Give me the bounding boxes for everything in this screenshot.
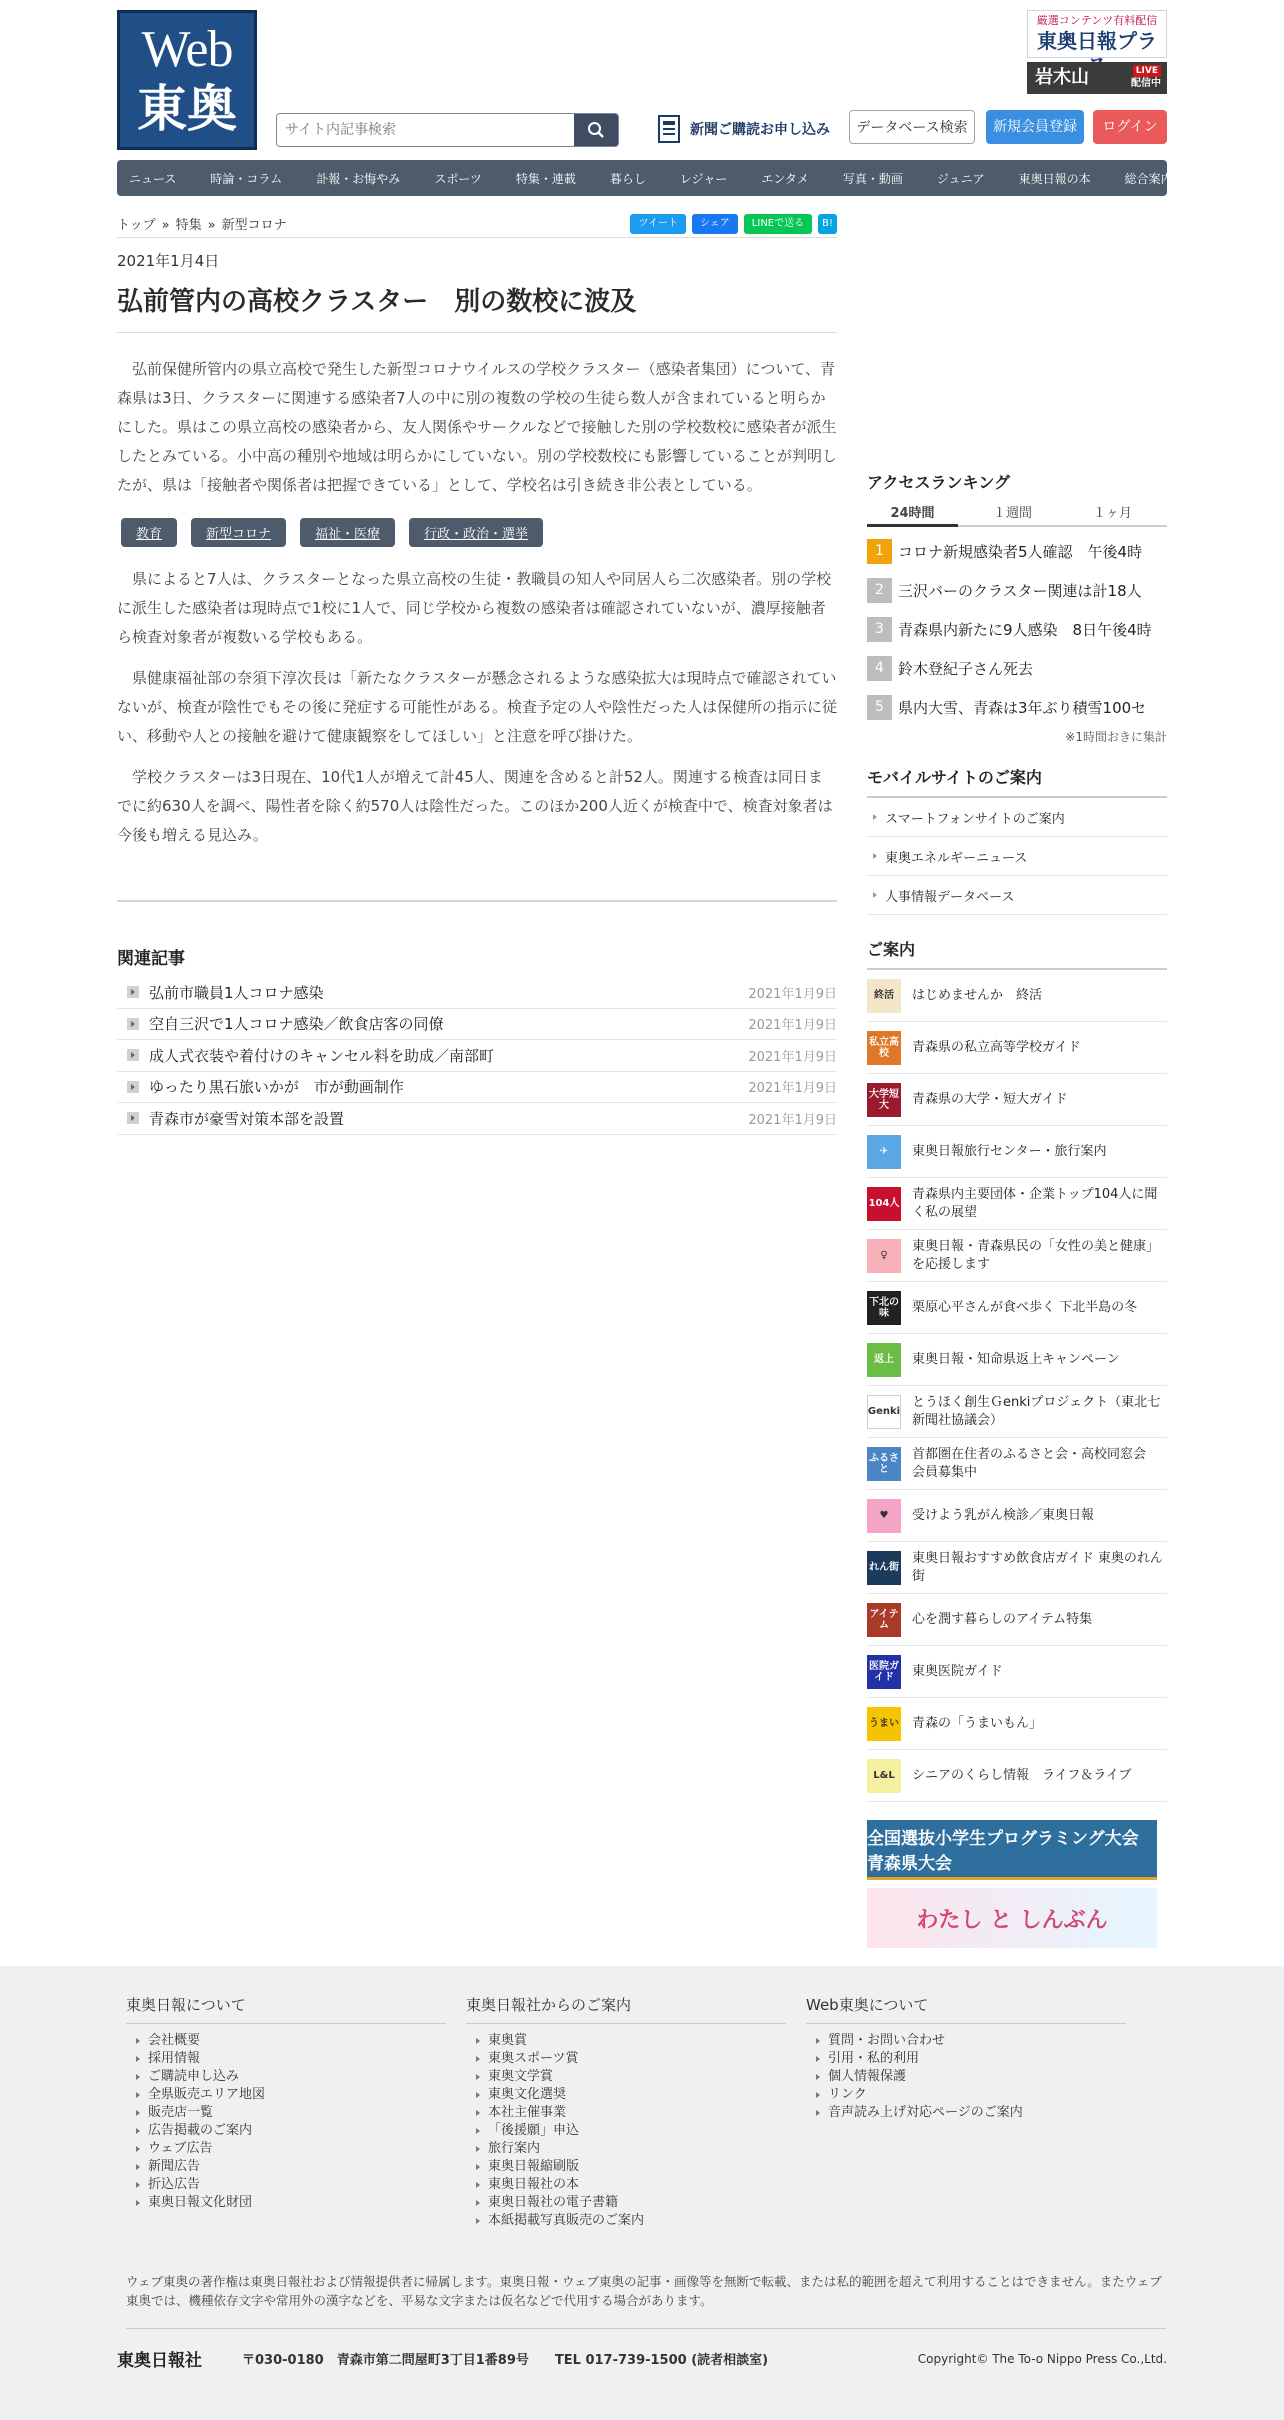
guide-title: 栗原心平さんが食べ歩く 下北半島の冬 — [912, 1299, 1138, 1315]
copyright-note: ウェブ東奥の著作権は東奥日報社および情報提供者に帰属します。東奥日報・ウェブ東奥の記事・画像等を無断で転載、または私的範囲を超えて利用することはできません。またウェブ東奥では、機種依存文字や常用外の漢字などを、平易な文字または仮名などで代用する場合があります。 — [126, 2272, 1166, 2329]
facebook-share-button[interactable]: シェア — [692, 214, 738, 234]
guide-title: 青森県の大学・短大ガイド — [912, 1091, 1068, 1107]
guide-item[interactable] — [867, 1386, 1167, 1438]
guide-item[interactable] — [867, 1438, 1167, 1490]
footer-links — [466, 2032, 786, 2230]
guide-item[interactable] — [867, 1490, 1167, 1542]
guide-thumbnail-icon: Genki — [867, 1395, 901, 1429]
footer-link[interactable]: 販売店一覧 — [126, 2104, 446, 2122]
programming-contest-banner[interactable]: 全国選抜小学生プログラミング大会 青森県大会 — [867, 1820, 1157, 1880]
guide-item[interactable] — [867, 1334, 1167, 1386]
breadcrumb — [117, 210, 837, 238]
global-nav — [117, 160, 1173, 196]
guide-item[interactable] — [867, 1022, 1167, 1074]
rank-number: 3 — [867, 617, 892, 642]
footer-col-web — [806, 1994, 1126, 2122]
footer-link[interactable]: 広告掲載のご案内 — [126, 2122, 446, 2140]
guide-thumbnail-icon: 医院ガイド — [867, 1655, 901, 1689]
nav-item[interactable]: 訃報・お悔やみ — [316, 171, 401, 186]
guide-item[interactable] — [867, 970, 1167, 1022]
guide-title: 首都圏在住者のふるさと会・高校同窓会 会員募集中 — [912, 1446, 1160, 1480]
footer-link[interactable]: 東奥スポーツ賞 — [466, 2050, 786, 2068]
related-date: 2021年1月9日 — [748, 1049, 837, 1065]
rank-number: 4 — [867, 656, 892, 681]
nav-item[interactable]: 時論・コラム — [210, 171, 283, 186]
arrow-icon — [127, 986, 139, 998]
nav-item[interactable]: 暮らし — [609, 171, 646, 186]
search-input[interactable] — [277, 114, 574, 146]
footer-link[interactable]: 本紙掲載写真販売のご案内 — [466, 2212, 786, 2230]
rank-title: 三沢バーのクラスター関連は計18人 — [898, 581, 1142, 600]
article-paragraph: 学校クラスターは3日現在、10代1人が増えて計45人、関連を含めると計52人。関連する検査は同日までに約630人を調べ、陽性者を除く約570人は陰性だった。このほか200人近くが検査中で、検査対象者は今後も増える見込み。 — [117, 768, 833, 844]
site-logo[interactable] — [117, 10, 257, 150]
logo-line2: 東奥 — [137, 79, 237, 138]
nav-item[interactable]: 総合案内 — [1124, 171, 1173, 186]
ranking-tabs — [867, 501, 1167, 527]
guide-item[interactable] — [867, 1750, 1167, 1802]
arrow-icon — [127, 1049, 139, 1061]
guide-title: 青森県内主要団体・企業トップ104人に聞く私の展望 — [912, 1186, 1158, 1220]
mobile-link[interactable]: 人事情報データベース — [867, 876, 1167, 915]
guide-thumbnail-icon: ✈ — [867, 1135, 901, 1169]
related-item[interactable] — [117, 977, 837, 1009]
footer-link[interactable]: 音声読み上げ対応ページのご案内 — [806, 2104, 1126, 2122]
toonippo-plus-banner[interactable] — [1027, 10, 1167, 58]
ranking-item[interactable] — [867, 615, 1167, 643]
footer-links — [806, 2032, 1126, 2122]
footer-links — [126, 2032, 446, 2212]
article-lead: 弘前保健所管内の県立高校で発生した新型コロナウイルスの学校クラスター（感染者集団）について、青森県は3日、クラスターに関連する感染者7人の中に別の複数の学校の生徒ら数人が含まれていると明らかにした。県はこの県立高校の感染者から、友人関係やサークルなどで接触した別の学校数校に感染者が派生したとみている。小中高の種別や地域は明らかにしていない。別の学校数校にも影響していることが判明したが、県は「接触者や関係者は把握できている」として、学校名は引き続き非公表としている。 — [117, 360, 838, 494]
footer-link[interactable]: 個人情報保護 — [806, 2068, 1126, 2086]
subscribe-link[interactable] — [658, 112, 830, 146]
newspaper-icon — [658, 115, 680, 143]
nav-item[interactable]: スポーツ — [434, 171, 482, 186]
mobile-link[interactable]: スマートフォンサイトのご案内 — [867, 798, 1167, 837]
guide-item[interactable] — [867, 1282, 1167, 1334]
guide-thumbnail-icon: 私立高校 — [867, 1031, 901, 1065]
live-title: 岩木山 — [1035, 67, 1089, 88]
guide-thumbnail-icon: うまい — [867, 1707, 901, 1741]
article-date: 2021年1月4日 — [117, 252, 220, 270]
watashi-to-shinbun-banner[interactable]: わたし と しんぶん — [867, 1888, 1157, 1948]
sidebar — [867, 470, 1167, 1948]
related-title: 青森市が豪雪対策本部を設置 — [149, 1109, 345, 1128]
guide-thumbnail-icon: 104人 — [867, 1187, 901, 1221]
live-sub: 配信中 — [1131, 78, 1161, 89]
guide-item[interactable] — [867, 1074, 1167, 1126]
company-address: 〒030-0180 青森市第二問屋町3丁目1番89号 TEL 017-739-1500 (読者相談室) — [242, 2353, 769, 2368]
breadcrumb-feature[interactable]: 特集 — [175, 218, 202, 233]
article-paragraph: 県によると7人は、クラスターとなった県立高校の生徒・教職員の知人や同居人ら二次感染者。別の学校に派生した感染者は現時点で1校に1人で、同じ学校から複数の感染者は確認されていないが、濃厚接触者ら検査対象者が複数いる学校もある。 — [117, 570, 832, 646]
guide-thumbnail-icon: 下北の味 — [867, 1291, 901, 1325]
guide-title: 受けよう乳がん検診／東奥日報 — [912, 1507, 1095, 1523]
login-button[interactable]: ログイン — [1093, 110, 1167, 144]
guide-thumbnail-icon: ♥ — [867, 1499, 901, 1533]
rank-number: 1 — [867, 539, 892, 564]
nav-item[interactable]: 写真・動画 — [842, 171, 903, 186]
related-title: ゆったり黒石旅いかが 市が動画制作 — [149, 1078, 404, 1097]
footer-heading: 東奥日報社からのご案内 — [466, 1994, 786, 2024]
nav-item[interactable]: ニュース — [129, 171, 177, 186]
company-name: 東奥日報社 — [117, 2351, 202, 2371]
hatena-bookmark-button[interactable]: B! — [818, 214, 837, 234]
divider — [117, 900, 837, 902]
tab-24h[interactable]: 24時間 — [867, 501, 958, 527]
article-tags — [121, 518, 837, 547]
footer-link[interactable]: 新聞広告 — [126, 2158, 446, 2176]
copyright: Copyright© The To-o Nippo Press Co.,Ltd. — [917, 2351, 1167, 2366]
guide-item[interactable] — [867, 1126, 1167, 1178]
guide-title: はじめませんか 終活 — [912, 987, 1043, 1003]
related-date: 2021年1月9日 — [748, 986, 837, 1002]
guide-item[interactable] — [867, 1698, 1167, 1750]
footer-link[interactable]: 引用・私的利用 — [806, 2050, 1126, 2068]
ranking-item[interactable] — [867, 576, 1167, 604]
related-item[interactable] — [117, 1040, 837, 1072]
logo-line1: Web — [141, 21, 233, 78]
footer-link[interactable]: 東奥日報文化財団 — [126, 2194, 446, 2212]
related-title: 空自三沢で1人コロナ感染／飲食店客の同僚 — [149, 1015, 444, 1034]
footer-heading: 東奥日報について — [126, 1994, 446, 2024]
article-title: 弘前管内の高校クラスター 別の数校に波及 — [117, 281, 837, 333]
subscribe-label: 新聞ご購読お申し込み — [690, 122, 830, 138]
footer-link[interactable]: 質問・お問い合わせ — [806, 2032, 1126, 2050]
nav-item[interactable]: エンタメ — [761, 171, 809, 186]
footer-link[interactable]: 東奥日報社の電子書籍 — [466, 2194, 786, 2212]
tag-link[interactable]: 新型コロナ — [191, 518, 286, 547]
breadcrumb-separator: » — [161, 218, 170, 233]
breadcrumb-top[interactable]: トップ — [117, 218, 156, 233]
guide-list — [867, 970, 1167, 1802]
tag-link[interactable]: 教育 — [121, 518, 177, 547]
ranking-item[interactable] — [867, 654, 1167, 682]
register-button[interactable]: 新規会員登録 — [986, 110, 1084, 144]
related-item[interactable] — [117, 1009, 837, 1041]
guide-thumbnail-icon: 返上 — [867, 1343, 901, 1377]
guide-thumbnail-icon: ふるさと — [867, 1447, 901, 1481]
footer-heading: Web東奥について — [806, 1994, 1126, 2024]
nav-item[interactable]: 東奥日報の本 — [1018, 171, 1091, 186]
ranking-item[interactable] — [867, 693, 1167, 721]
footer — [0, 1966, 1284, 2420]
search-button[interactable] — [574, 114, 618, 146]
guide-title: 東奥日報・青森県民の「女性の美と健康」を応援します — [912, 1238, 1160, 1272]
related-item[interactable] — [117, 1103, 837, 1135]
guide-heading: ご案内 — [867, 937, 1167, 970]
guide-title: シニアのくらし情報 ライフ＆ライブ — [912, 1767, 1132, 1783]
nav-item[interactable]: レジャー — [679, 171, 728, 186]
guide-item[interactable] — [867, 1230, 1167, 1282]
footer-link[interactable]: ウェブ広告 — [126, 2140, 446, 2158]
tag-link[interactable]: 福祉・医療 — [300, 518, 395, 547]
search-icon — [587, 121, 605, 139]
footer-link[interactable]: リンク — [806, 2086, 1126, 2104]
arrow-icon — [127, 1112, 139, 1124]
footer-link[interactable]: 全県販売エリア地図 — [126, 2086, 446, 2104]
related-list — [117, 977, 837, 1135]
guide-thumbnail-icon: 大学短大 — [867, 1083, 901, 1117]
nav-item[interactable]: ジュニア — [936, 171, 985, 186]
site-search — [276, 113, 619, 147]
ranking-heading: アクセスランキング — [867, 473, 1011, 492]
guide-title: 心を潤す暮らしのアイテム特集 — [912, 1611, 1093, 1627]
iwakisan-live-banner[interactable] — [1027, 62, 1167, 94]
breadcrumb-corona[interactable]: 新型コロナ — [221, 218, 287, 233]
footer-link[interactable]: 折込広告 — [126, 2176, 446, 2194]
footer-link[interactable]: 本社主催事業 — [466, 2104, 786, 2122]
article-column — [117, 210, 837, 1135]
share-buttons — [630, 214, 837, 234]
footer-link[interactable]: 東奥賞 — [466, 2032, 786, 2050]
footer-bottom — [117, 2346, 1167, 2371]
footer-link[interactable]: 東奥文学賞 — [466, 2068, 786, 2086]
footer-link[interactable]: 東奥文化選奨 — [466, 2086, 786, 2104]
footer-link[interactable]: 「後援願」申込 — [466, 2122, 786, 2140]
tweet-button[interactable]: ツイート — [630, 214, 686, 234]
arrow-icon — [127, 1018, 139, 1030]
rank-title: 青森県内新たに9人感染 8日午後4時 — [898, 620, 1152, 639]
line-share-button[interactable]: LINEで送る — [744, 214, 812, 234]
ranking-item[interactable] — [867, 537, 1167, 565]
related-heading: 関連記事 — [117, 949, 185, 969]
guide-section — [867, 937, 1167, 1948]
guide-item[interactable] — [867, 1594, 1167, 1646]
rank-title: コロナ新規感染者5人確認 午後4時 — [898, 542, 1143, 561]
footer-link[interactable]: 旅行案内 — [466, 2140, 786, 2158]
guide-thumbnail-icon: L&L — [867, 1759, 901, 1793]
promo-big-text: 東奥日報プラ — [1037, 29, 1157, 53]
guide-title: 東奥日報おすすめ飲食店ガイド 東奥のれん街 — [912, 1550, 1163, 1584]
guide-thumbnail-icon: れん街 — [867, 1551, 901, 1585]
tag-link[interactable]: 行政・政治・選挙 — [409, 518, 543, 547]
guide-thumbnail-icon: アイテム — [867, 1603, 901, 1637]
guide-thumbnail-icon: ♀ — [867, 1239, 901, 1273]
guide-title: 東奥日報旅行センター・旅行案内 — [912, 1143, 1107, 1159]
promo-small-text: 厳選コンテンツ有料配信 — [1036, 14, 1158, 27]
tab-month[interactable]: １ヶ月 — [1067, 501, 1158, 527]
guide-item[interactable] — [867, 1646, 1167, 1698]
footer-col-company — [466, 1994, 786, 2230]
footer-col-about — [126, 1994, 446, 2212]
related-title: 成人式衣装や着付けのキャンセル料を助成／南部町 — [149, 1046, 495, 1065]
arrow-icon — [127, 1081, 139, 1093]
footer-link[interactable]: 東奥日報社の本 — [466, 2176, 786, 2194]
mobile-section — [867, 765, 1167, 915]
rank-number: 5 — [867, 695, 892, 720]
related-item[interactable] — [117, 1072, 837, 1104]
guide-title: 青森県の私立高等学校ガイド — [912, 1039, 1081, 1055]
guide-thumbnail-icon: 終活 — [867, 979, 901, 1013]
guide-title: 東奥医院ガイド — [912, 1663, 1003, 1679]
mobile-heading: モバイルサイトのご案内 — [867, 765, 1167, 798]
footer-link[interactable]: ご購読申し込み — [126, 2068, 446, 2086]
related-date: 2021年1月9日 — [748, 1112, 837, 1128]
related-date: 2021年1月9日 — [748, 1081, 837, 1097]
ranking-note: ※1時間おきに集計 — [1065, 730, 1167, 744]
database-search-button[interactable]: データベース検索 — [849, 110, 975, 144]
nav-item[interactable]: 特集・連載 — [515, 171, 576, 186]
guide-item[interactable] — [867, 1542, 1167, 1594]
article-paragraph: 県健康福祉部の奈須下淳次長は「新たなクラスターが懸念されるような感染拡大は現時点で確認されていないが、検査が陰性でもその後に発症する可能性がある。検査予定の人や陰性だった人は保健所の指示に従い、移動や人との接触を避けて健康観察をしてほしい」と注意を呼び掛けた。 — [117, 669, 838, 745]
guide-item[interactable] — [867, 1178, 1167, 1230]
guide-title: 東奥日報・知命県返上キャンペーン — [912, 1351, 1120, 1367]
tab-week[interactable]: １週間 — [967, 501, 1058, 527]
related-date: 2021年1月9日 — [748, 1018, 837, 1034]
rank-title: 県内大雪、青森は3年ぶり積雪100セ — [898, 698, 1147, 717]
guide-title: とうほく創生Ｇenkiプロジェクト（東北七新聞社協議会） — [912, 1394, 1161, 1428]
footer-link[interactable]: 会社概要 — [126, 2032, 446, 2050]
related-title: 弘前市職員1人コロナ感染 — [149, 983, 324, 1002]
live-badge: LIVE — [1133, 65, 1161, 77]
footer-link[interactable]: 東奥日報縮刷版 — [466, 2158, 786, 2176]
ranking-list — [867, 537, 1167, 721]
guide-title: 青森の「うまいもん」 — [912, 1715, 1043, 1731]
mobile-link[interactable]: 東奥エネルギーニュース — [867, 837, 1167, 876]
breadcrumb-separator: » — [207, 218, 216, 233]
rank-number: 2 — [867, 578, 892, 603]
footer-link[interactable]: 採用情報 — [126, 2050, 446, 2068]
rank-title: 鈴木登紀子さん死去 — [898, 659, 1034, 678]
